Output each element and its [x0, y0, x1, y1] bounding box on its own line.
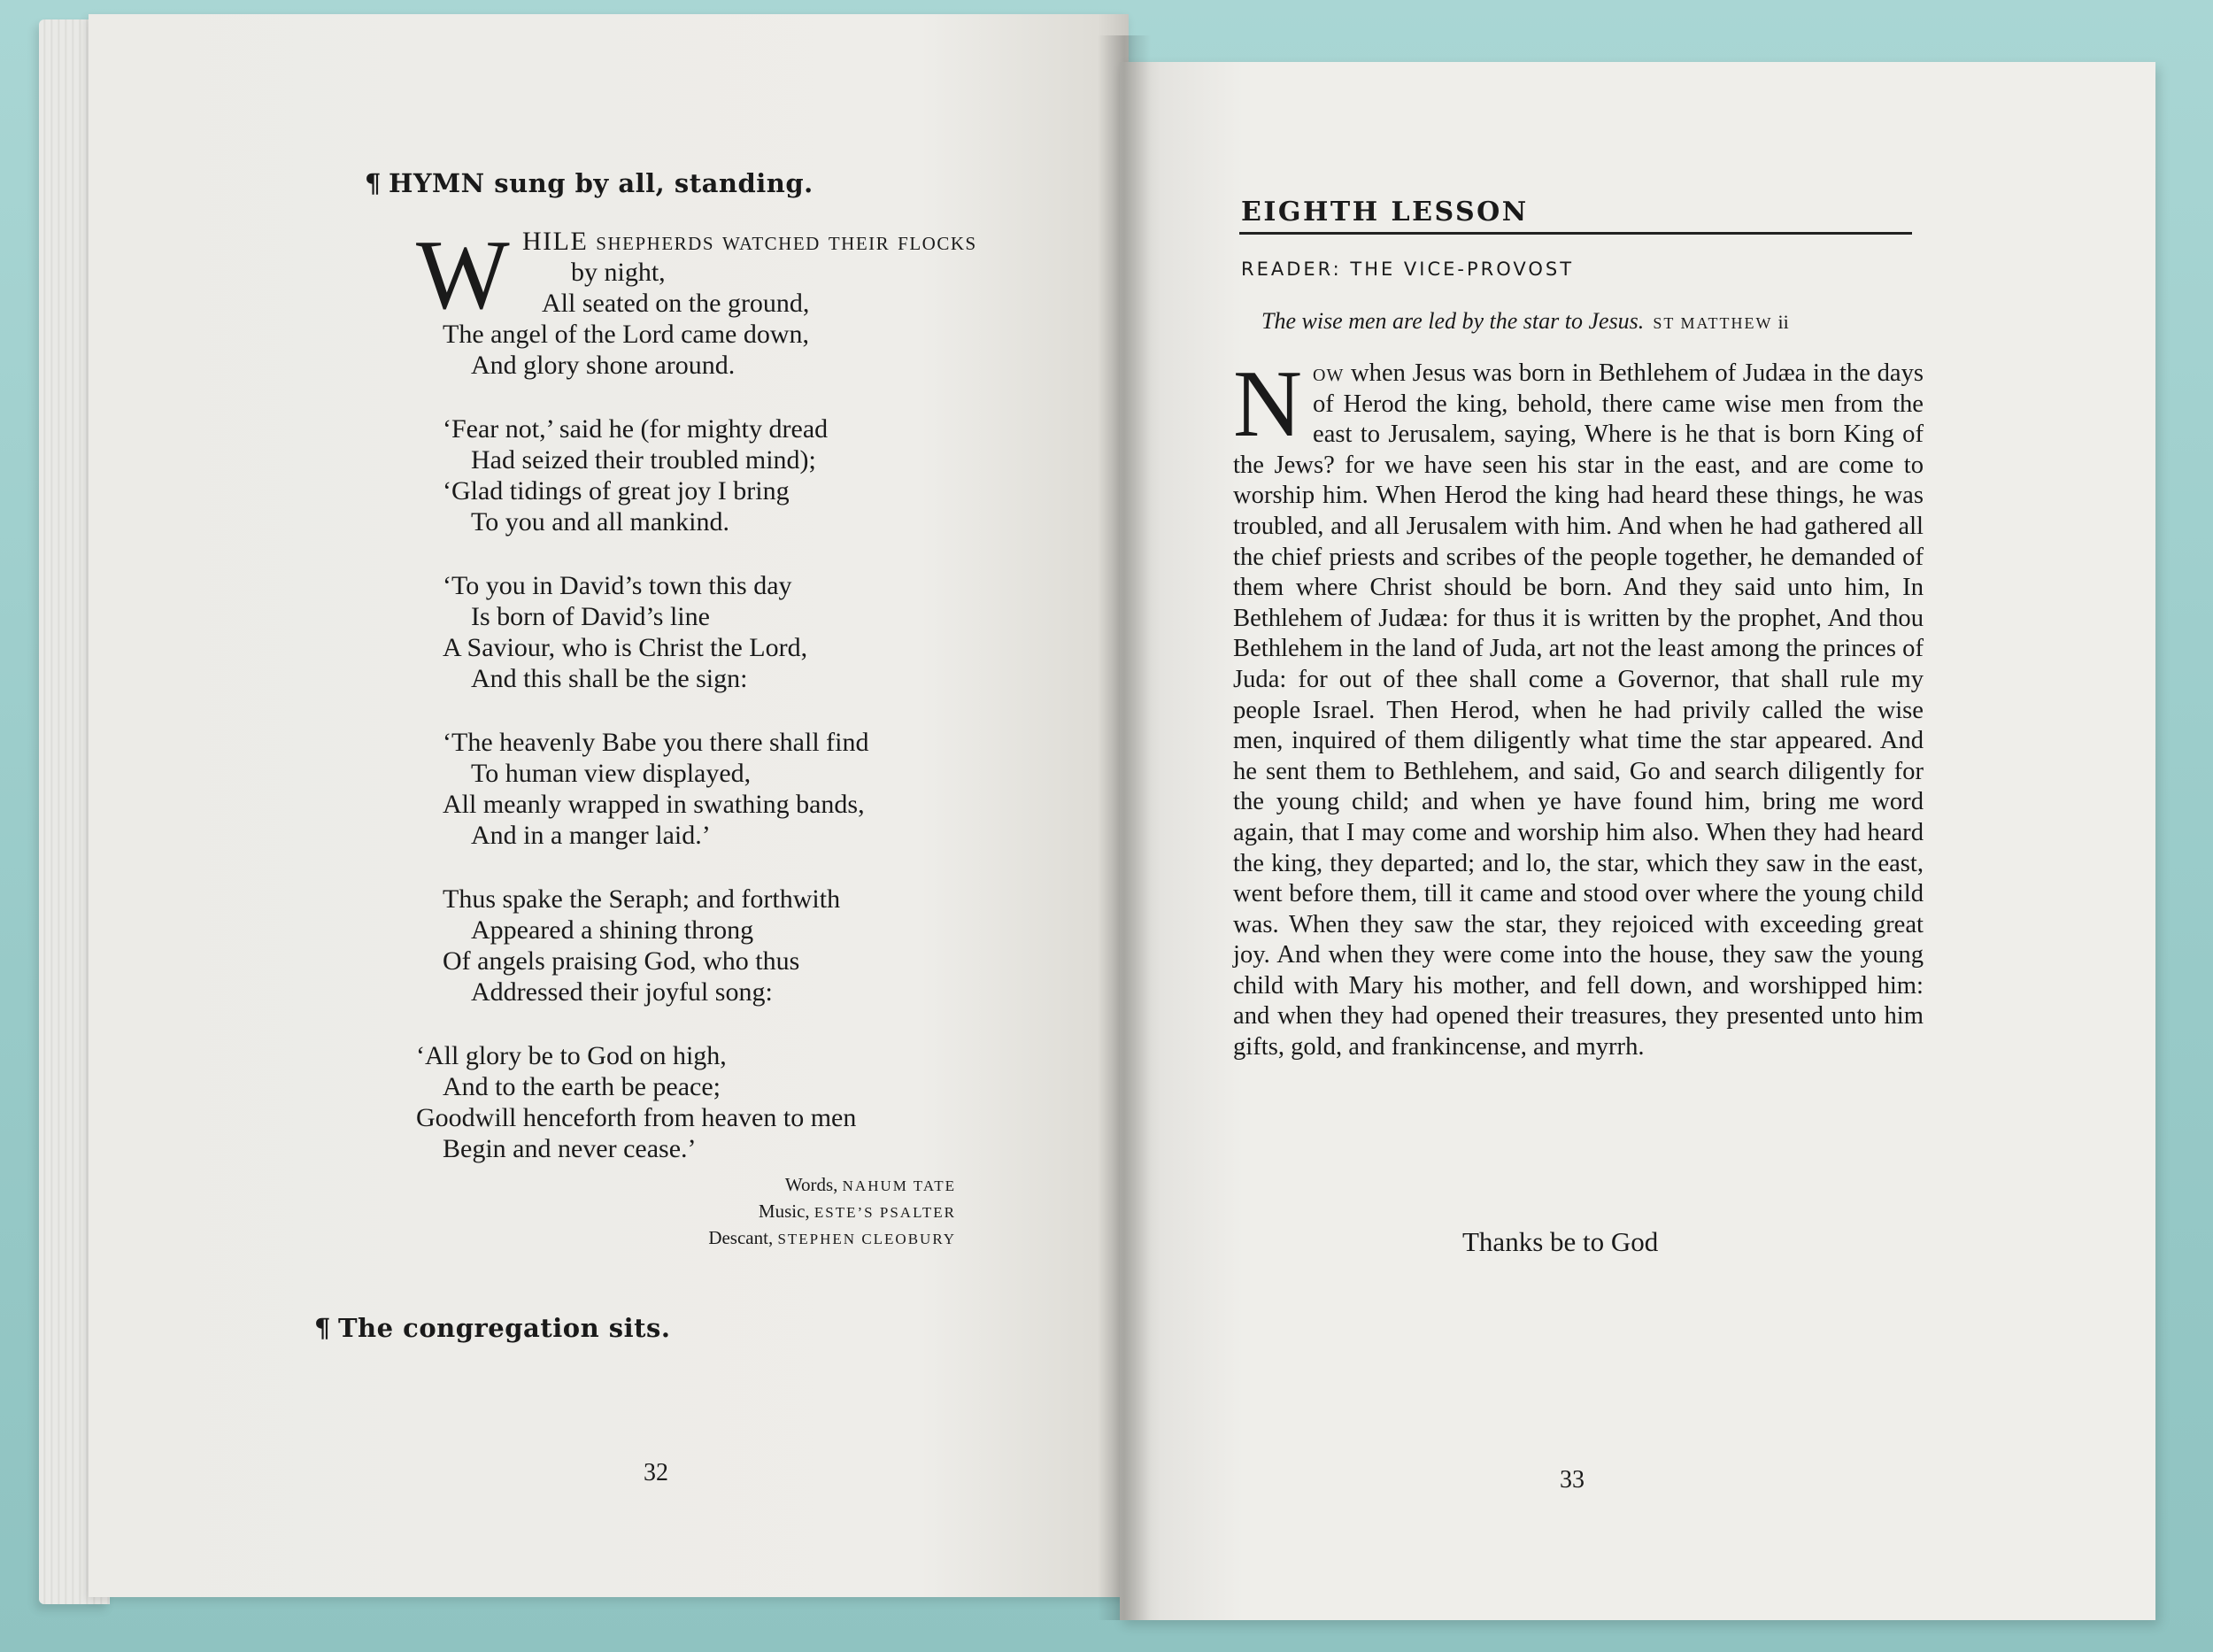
lesson-first-words: ow	[1313, 359, 1345, 387]
lesson-response: Thanks be to God	[1462, 1226, 1659, 1257]
hymn-line: All meanly wrapped in swathing bands,	[443, 790, 865, 819]
lesson-summary: The wise men are led by the star to Jesus.	[1261, 308, 1645, 334]
hymn-rubric	[365, 168, 813, 198]
hymn-line: by night,	[571, 258, 666, 287]
hymn-line: And glory shone around.	[471, 351, 736, 380]
congregation-rubric	[314, 1313, 670, 1343]
hymn-dropcap: W	[416, 220, 510, 330]
hymn-line: Of angels praising God, who thus	[443, 946, 800, 976]
hymn-line: Thus spake the Seraph; and forthwith	[443, 884, 841, 914]
hymn-line: ‘Fear not,’ said he (for mighty dread	[443, 414, 829, 444]
hymn-line: All seated on the ground,	[542, 289, 810, 318]
hymn-line: And in a manger laid.’	[471, 821, 711, 850]
credit-descant: Descant, STEPHEN CLEOBURY	[708, 1227, 956, 1248]
hymn-line: Goodwill henceforth from heaven to men	[416, 1103, 857, 1132]
hymn-line: Had seized their troubled mind);	[471, 445, 816, 475]
hymn-line: ‘To you in David’s town this day	[443, 571, 792, 600]
hymn-line: Is born of David’s line	[471, 602, 710, 631]
lesson-body	[1233, 351, 1924, 1063]
hymn-line: Addressed their joyful song:	[471, 977, 773, 1007]
congregation-rubric-text: The congregation sits.	[337, 1313, 671, 1343]
hymn-stanza-5	[416, 884, 1036, 1007]
credit-words: Words, NAHUM TATE	[784, 1174, 956, 1195]
hymn-stanza-6	[416, 1040, 1036, 1164]
pilcrow-icon: ¶	[365, 168, 382, 198]
lesson-text: when Jesus was born in Bethlehem of Judæa in the days of Herod the king, behold, there came wise men from the east to Jerusalem, saying, Where is he that is born King of the Jews? for we have seen his star in the east, and are come to worship him. When Herod the king had heard these things, he was troubled, and all Jerusalem with him. And when he had gathered all the chief priests and scribes of the people together, he demanded of them where Christ should be born. And they said unto him, In Bethlehem of Judæa: for thus it is written by the prophet, And thou Bethlehem in the land of Juda, art not the least among the princes of Juda: for out of thee shall come a Governor, that shall rule my people Israel. Then Herod, when he had privily called the wise men, inquired of them diligently what time the star appeared. And he sent them to Bethlehem, and said, Go and search diligently for the young child; and when ye have found him, bring me word again, that I may come and worship him also. When they had heard the king, they departed; and lo, the star, which they saw in the east, went before them, till it came and stood over where the young child was. When they saw the star, they rejoiced with exceeding great joy. And when they were come into the house, they saw the young child with Mary his mother, and fell down, and worshipped him: and when they had opened their treasures, they presented unto him gifts, gold, and frankincense, and myrrh.	[1233, 359, 1924, 1061]
lesson-subtitle	[1261, 308, 1789, 335]
book-gutter	[1098, 35, 1151, 1620]
hymn-line: Appeared a shining throng	[471, 915, 754, 945]
hymn-line: ‘All glory be to God on high,	[416, 1041, 727, 1070]
credit-music: Music, ESTE’S PSALTER	[758, 1200, 956, 1222]
hymn-stanza-4	[416, 727, 1036, 851]
hymn-line: HILE shepherds watched their flocks	[522, 227, 977, 256]
hymn-stanza-2	[416, 413, 1036, 537]
hymn-line: To you and all mankind.	[471, 507, 730, 537]
lesson-reader: READER: THE VICE-PROVOST	[1241, 259, 1575, 280]
hymn-line: A Saviour, who is Christ the Lord,	[443, 633, 808, 662]
hymn-line: Begin and never cease.’	[443, 1134, 697, 1163]
hymn-credits	[708, 1172, 956, 1252]
hymn-line: The angel of the Lord came down,	[443, 320, 810, 349]
hymn-line: And this shall be the sign:	[471, 664, 748, 693]
lesson-dropcap: N	[1233, 351, 1302, 457]
hymn-stanza-3	[416, 570, 1036, 694]
hymn-line: And to the earth be peace;	[443, 1072, 721, 1101]
heading-rule	[1239, 232, 1912, 235]
lesson-heading: EIGHTH LESSON	[1241, 197, 1529, 228]
scripture-chapter: ii	[1777, 311, 1789, 333]
hymn-text	[416, 220, 1036, 1197]
hymn-line: ‘Glad tidings of great joy I bring	[443, 476, 790, 506]
hymn-rubric-text: HYMN sung by all, standing.	[388, 168, 813, 198]
pilcrow-icon: ¶	[314, 1313, 331, 1343]
hymn-line: To human view displayed,	[471, 759, 752, 788]
page-number-left: 32	[644, 1459, 668, 1486]
scripture-reference: ST MATTHEW	[1653, 314, 1773, 332]
hymn-line: ‘The heavenly Babe you there shall find	[443, 728, 869, 757]
page-number-right: 33	[1560, 1466, 1585, 1494]
